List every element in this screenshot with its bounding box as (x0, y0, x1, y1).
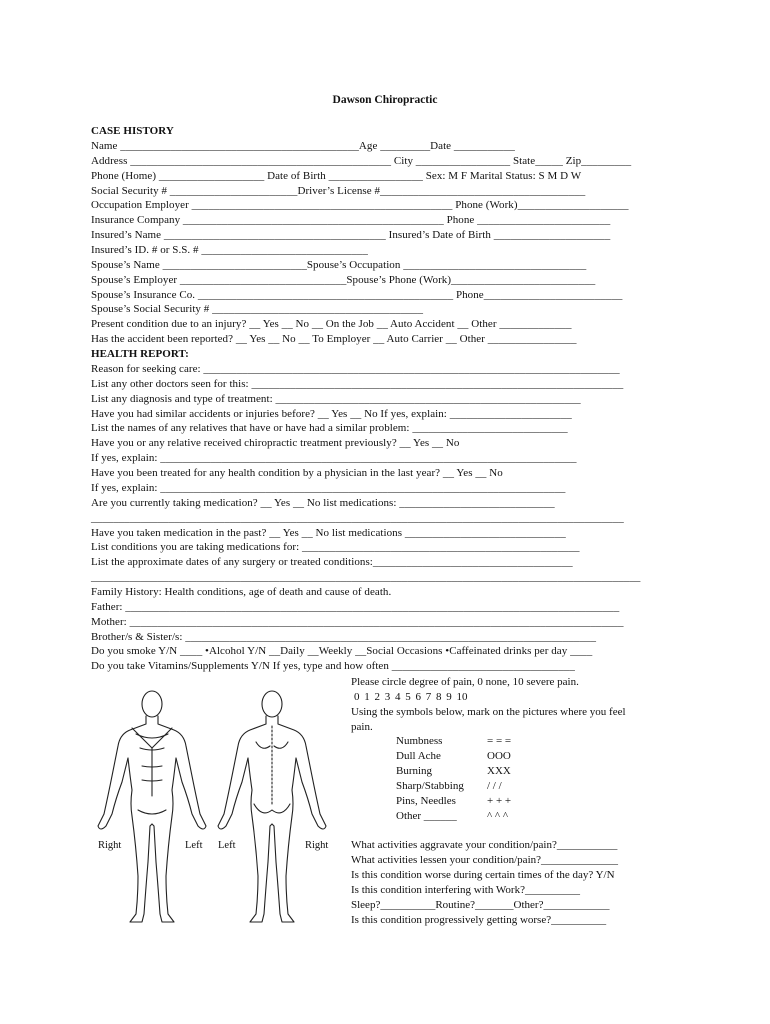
pain-instructions-2: pain. (351, 721, 373, 733)
question-time-of-day[interactable]: Is this condition worse during certain times of the day? Y/N (351, 869, 615, 881)
symbol-mark: XXX (487, 765, 511, 777)
form-field-line[interactable]: Has the accident been reported? __ Yes __ No __ To Employer __ Auto Carrier __ Other ________________ (91, 333, 577, 346)
form-field-line[interactable]: If yes, explain: _________________________________________________________________________ (91, 481, 566, 494)
form-field-line[interactable]: Social Security # _______________________Driver’s License #_____________________________________ (91, 184, 586, 197)
form-field-line[interactable]: Are you currently taking medication? __ Yes __ No list medications: ____________________________ (91, 496, 555, 509)
symbol-mark: = = = (487, 735, 512, 747)
form-field-line[interactable]: Spouse’s Employer ______________________________Spouse’s Phone (Work)__________________________ (91, 273, 596, 286)
form-field-line[interactable]: Address _______________________________________________ City _________________ State_____ Zip_________ (91, 154, 632, 167)
form-field-line[interactable]: Spouse’s Social Security # ______________________________________ (91, 303, 424, 316)
form-field-line[interactable]: Family History: Health conditions, age of death and cause of death. (91, 586, 392, 598)
back-figure[interactable] (218, 691, 329, 922)
form-field-line[interactable]: List any diagnosis and type of treatment: _______________________________________________________ (91, 392, 581, 405)
symbol-label: Burning (396, 765, 433, 777)
form-field-line[interactable]: ________________________________________________________________________________________________ (91, 511, 624, 524)
form-field-line[interactable]: Have you taken medication in the past? __ Yes __ No list medications _____________________________ (91, 526, 566, 539)
question-progressive[interactable]: Is this condition progressively getting worse?__________ (351, 914, 607, 926)
symbol-mark: / / / (487, 780, 502, 792)
label-right-front: Right (98, 840, 122, 851)
symbol-label: Numbness (396, 735, 443, 747)
form-field-line[interactable]: Father: _________________________________________________________________________________________ (91, 600, 620, 613)
form-field-line[interactable]: List any other doctors seen for this: ___________________________________________________________________ (91, 377, 624, 390)
form-field-line[interactable]: Spouse’s Insurance Co. ______________________________________________ Phone_________________________ (91, 288, 623, 301)
section-heading: HEALTH REPORT: (91, 348, 189, 360)
symbol-label: Other ______ (396, 810, 457, 822)
form-field-line[interactable]: Insured’s ID. # or S.S. # ______________________________ (91, 244, 368, 256)
form-field-line[interactable]: Phone (Home) ___________________ Date of Birth _________________ Sex: M F Marital Status: S M D W (91, 169, 582, 182)
form-field-line[interactable]: Have you been treated for any health condition by a physician in the last year? __ Yes __ No (91, 467, 503, 479)
form-field-line[interactable]: Present condition due to an injury? __ Yes __ No __ On the Job __ Auto Accident __ Other _____________ (91, 318, 572, 331)
front-figure[interactable] (98, 691, 206, 922)
form-field-line[interactable]: Have you had similar accidents or injuries before? __ Yes __ No If yes, explain: ______________________ (91, 407, 572, 420)
body-diagram[interactable] (92, 686, 338, 936)
question-sleep-routine[interactable]: Sleep?__________Routine?_______Other?____________ (351, 899, 610, 911)
symbol-label: Sharp/Stabbing (396, 780, 464, 792)
symbol-mark: ^ ^ ^ (487, 810, 508, 822)
question-aggravate[interactable]: What activities aggravate your condition/pain?___________ (351, 839, 618, 851)
pain-intro: Please circle degree of pain, 0 none, 10 severe pain. (351, 676, 579, 688)
form-field-line[interactable]: Do you smoke Y/N ____ •Alcohol Y/N __Daily __Weekly __Social Occasions •Caffeinated drinks per day ____ (91, 645, 593, 658)
label-left-front: Left (185, 840, 203, 851)
form-field-line[interactable]: Do you take Vitamins/Supplements Y/N If yes, type and how often _________________________________ (91, 660, 575, 673)
form-field-line[interactable]: ___________________________________________________________________________________________________ (91, 571, 641, 584)
form-field-line[interactable]: Reason for seeking care: ___________________________________________________________________________ (91, 362, 620, 375)
pain-instructions-1: Using the symbols below, mark on the pictures where you feel (351, 706, 626, 718)
form-field-line[interactable]: Spouse’s Name __________________________Spouse’s Occupation _________________________________ (91, 258, 587, 271)
form-field-line[interactable]: If yes, explain: ___________________________________________________________________________ (91, 452, 577, 465)
form-field-line[interactable]: Name ___________________________________________Age _________Date ___________ (91, 139, 515, 152)
symbol-label: Dull Ache (396, 750, 441, 762)
question-lessen[interactable]: What activities lessen your condition/pain?______________ (351, 854, 619, 866)
form-field-line[interactable]: List the names of any relatives that have or have had a similar problem: ____________________________ (91, 422, 568, 435)
label-right-back: Right (305, 840, 329, 851)
form-field-line[interactable]: Have you or any relative received chiropractic treatment previously? __ Yes __ No (91, 437, 460, 450)
form-field-line[interactable]: List conditions you are taking medications for: __________________________________________________ (91, 541, 580, 554)
form-field-line[interactable]: Brother/s & Sister/s: __________________________________________________________________________ (91, 630, 596, 643)
symbol-label: Pins, Needles (396, 795, 456, 807)
symbol-mark: OOO (487, 750, 511, 762)
form-field-line[interactable]: Occupation Employer _______________________________________________ Phone (Work)____________________ (91, 199, 629, 212)
form-field-line[interactable]: Mother: _________________________________________________________________________________________ (91, 615, 624, 628)
label-left-back: Left (218, 840, 236, 851)
form-field-line[interactable]: List the approximate dates of any surgery or treated conditions:____________________________________ (91, 556, 573, 569)
symbol-mark: + + + (487, 795, 512, 807)
section-heading: CASE HISTORY (91, 125, 174, 137)
form-field-line[interactable]: Insured’s Name ________________________________________ Insured’s Date of Birth _____________________ (91, 229, 611, 242)
question-interfering[interactable]: Is this condition interfering with Work?__________ (351, 884, 580, 896)
pain-scale[interactable]: 0 1 2 3 4 5 6 7 8 9 10 (354, 691, 468, 703)
form-field-line[interactable]: Insurance Company _______________________________________________ Phone ________________________ (91, 214, 611, 227)
page-title: Dawson Chiropractic (332, 94, 438, 106)
